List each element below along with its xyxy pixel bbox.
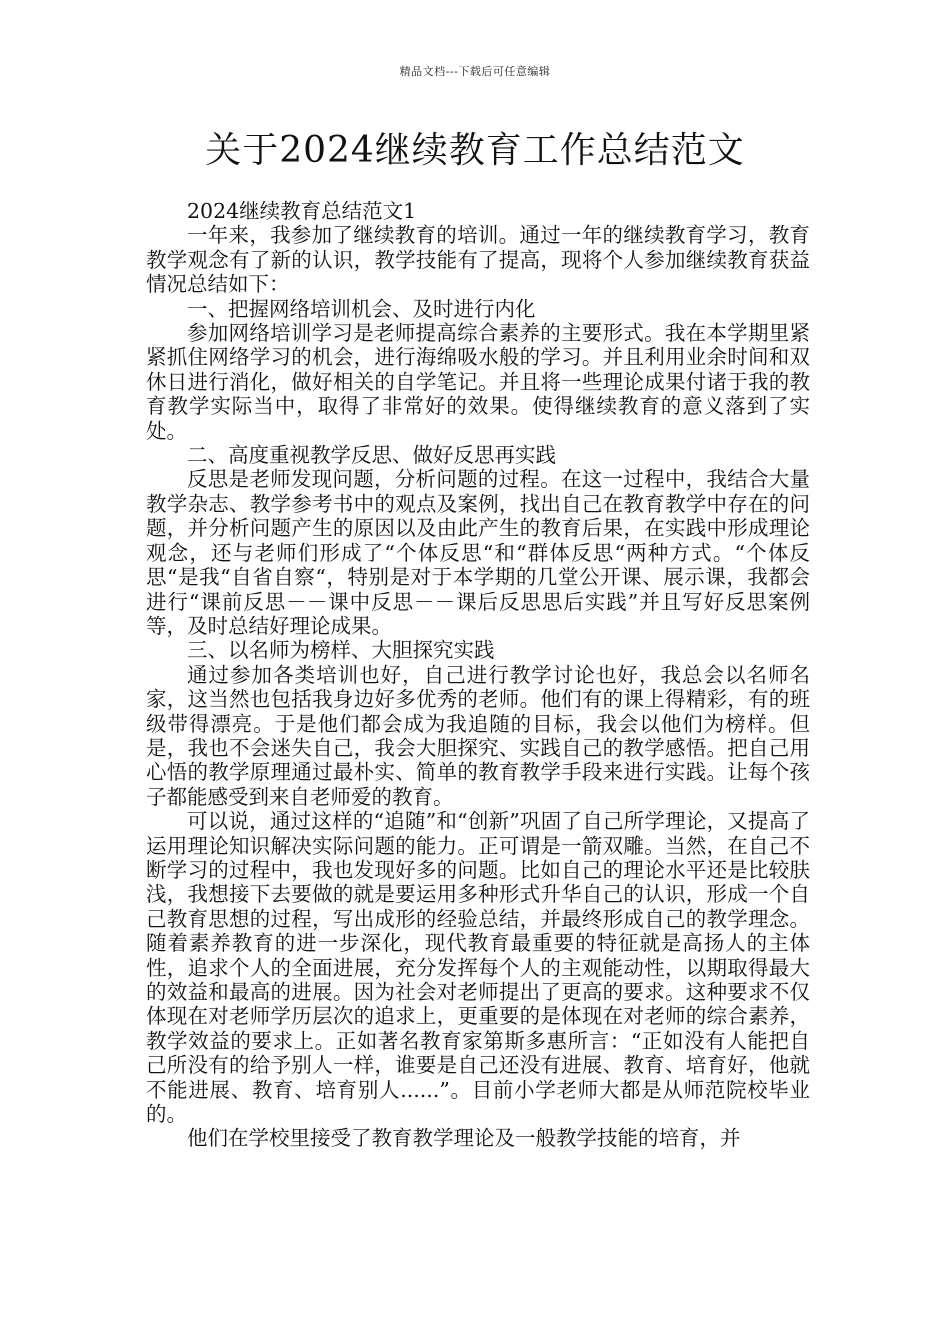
body-paragraph: 反思是老师发现问题，分析问题的过程。在这一过程中，我结合大量教学杂志、教学参考书中的观点及案例，找出自己在教育教学中存在的问题，并分析问题产生的原因以及由此产生的教育后果，在实践中形成理论观念，还与老师们形成了“个体反思“和“群体反思“两种方式。“个体反思“是我“自省自察“，特别是对于本学期的几堂公开课、展示课，我都会进行“课前反思－－课中反思－－课后反思思后实践”并且写好反思案例等，及时总结好理论成果。 (146, 467, 810, 638)
document-body (146, 199, 810, 1151)
body-paragraph: 一年来，我参加了继续教育的培训。通过一年的继续教育学习，教育教学观念有了新的认识，教学技能有了提高，现将个人参加继续教育获益情况总结如下： (146, 223, 810, 297)
section-heading-paragraph: 2024继续教育总结范文1 (187, 199, 417, 223)
body-paragraph: 参加网络培训学习是老师提高综合素养的主要形式。我在本学期里紧紧抓住网络学习的机会，进行海绵吸水般的学习。并且利用业余时间和双休日进行消化，做好相关的自学笔记。并且将一些理论成果付诸于我的教育教学实际当中，取得了非常好的效果。使得继续教育的意义落到了实处。 (146, 321, 810, 443)
body-paragraph: 他们在学校里接受了教育教学理论及一般教学技能的培育，并 (187, 1126, 741, 1151)
section-heading-paragraph: 二、高度重视教学反思、做好反思再实践 (187, 443, 556, 468)
body-paragraph: 可以说，通过这样的“追随”和“创新”巩固了自己所学理论，又提高了运用理论知识解决实际问题的能力。正可谓是一箭双雕。当然，在自己不断学习的过程中，我也发现好多的问题。比如自己的理论水平还是比较肤浅，我想接下去要做的就是要运用多种形式升华自己的认识，形成一个自己教育思想的过程，写出成形的经验总结，并最终形成自己的教学理念。随着素养教育的进一步深化，现代教育最重要的特征就是高扬人的主体性，追求个人的全面进展，充分发挥每个人的主观能动性，以期取得最大的效益和最高的进展。因为社会对老师提出了更高的要求。这种要求不仅体现在对老师学历层次的追求上，更重要的是体现在对老师的综合素养，教学效益的要求上。正如著名教育家第斯多惠所言：“正如没有人能把自己所没有的给予别人一样，谁要是自己还没有进展、教育、培育好，他就不能进展、教育、培育别人......”。目前小学老师大都是从师范院校毕业的。 (146, 809, 810, 1127)
section-heading-paragraph: 三、以名师为榜样、大胆探究实践 (187, 638, 495, 663)
body-paragraph: 通过参加各类培训也好，自己进行教学讨论也好，我总会以名师名家，这当然也包括我身边好多优秀的老师。他们有的课上得精彩，有的班级带得漂亮。于是他们都会成为我追随的目标，我会以他们为榜样。但是，我也不会迷失自己，我会大胆探究、实践自己的教学感悟。把自己用心悟的教学原理通过最朴实、简单的教育教学手段来进行实践。让每个孩子都能感受到来自老师爱的教育。 (146, 662, 810, 809)
header-note: 精品文档---下载后可任意编辑 (399, 65, 551, 78)
section-heading-paragraph: 一、把握网络培训机会、及时进行内化 (187, 296, 536, 321)
document-title: 关于2024继续教育工作总结范文 (205, 130, 745, 171)
